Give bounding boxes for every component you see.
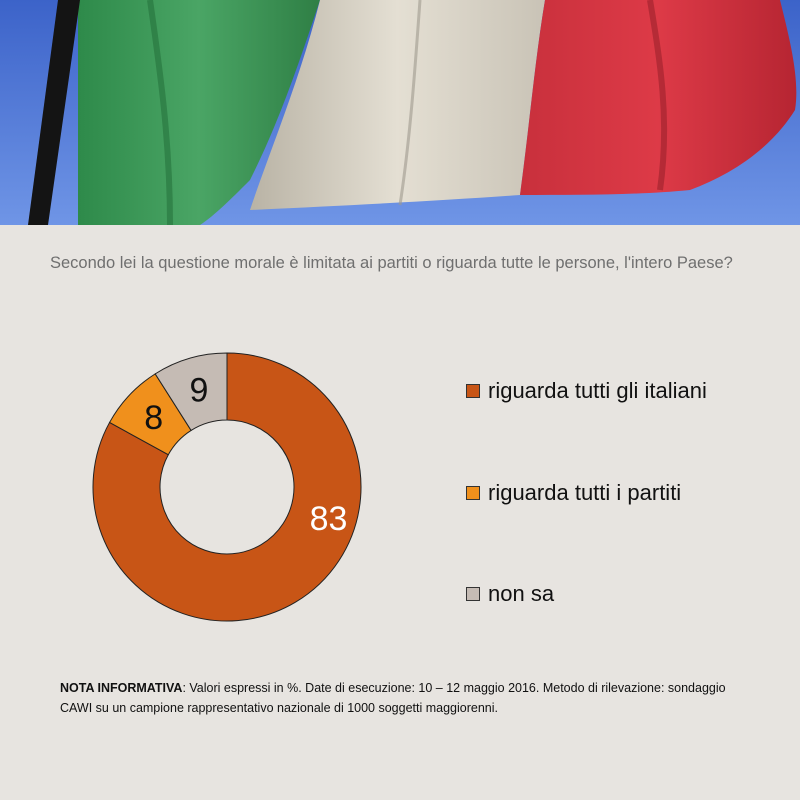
data-label-non-sa: 9 — [189, 371, 209, 410]
legend-swatch-partiti — [466, 486, 480, 500]
legend-label-partiti: riguarda tutti i partiti — [488, 480, 682, 505]
donut-chart — [80, 340, 380, 640]
italian-flag-photo — [0, 0, 800, 225]
legend-item-non-sa — [466, 579, 554, 609]
data-label-partiti: 8 — [144, 399, 164, 438]
note-label: NOTA INFORMATIVA — [60, 681, 183, 695]
note-text: : Valori espressi in %. Date di esecuzione: 10 – 12 maggio 2016. Metodo di rilevazione: sondaggio CAWI su un campione rappresentativo nazionale di 1000 soggetti maggiorenni. — [60, 681, 726, 715]
legend-label-italiani: riguarda tutti gli italiani — [488, 378, 707, 403]
legend-swatch-non-sa — [466, 587, 480, 601]
legend-swatch-italiani — [466, 384, 480, 398]
legend-item-italiani — [466, 376, 707, 406]
data-label-italiani: 83 — [309, 500, 348, 539]
legend-label-non-sa: non sa — [488, 581, 555, 606]
survey-question: Secondo lei la questione morale è limitata ai partiti o riguarda tutte le persone, l'intero Paese? — [50, 254, 733, 272]
legend-item-partiti — [466, 478, 681, 508]
informative-note — [60, 678, 760, 718]
